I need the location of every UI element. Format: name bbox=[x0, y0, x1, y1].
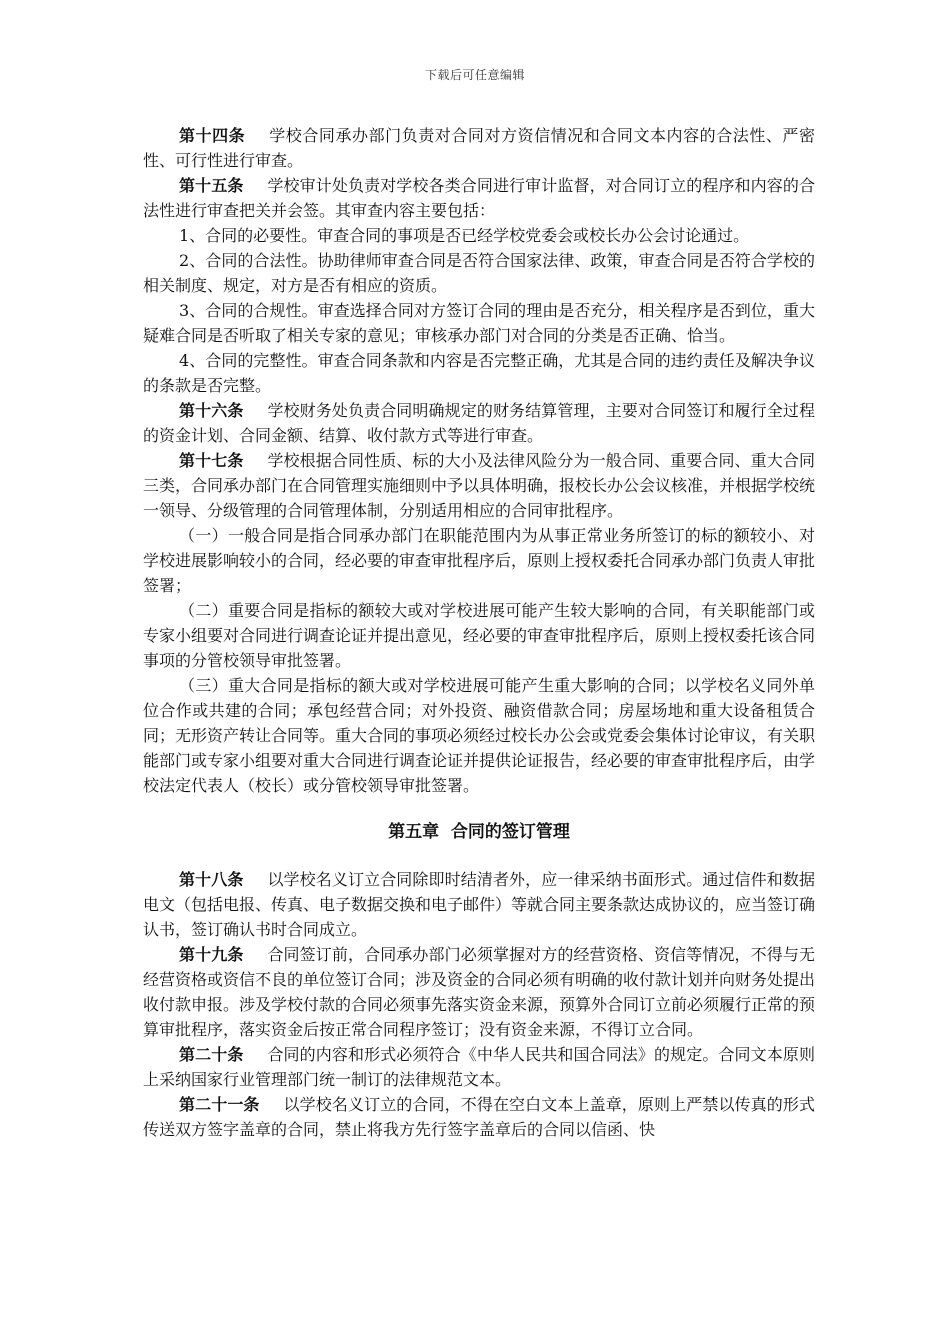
item-text: 4、合同的完整性。审查合同条款和内容是否完整正确，尤其是合同的违约责任及解决争议的条款是否完整。 bbox=[143, 351, 815, 395]
section-before-chapter bbox=[143, 123, 815, 798]
review-item-3 bbox=[143, 298, 815, 348]
article-18 bbox=[143, 867, 815, 942]
review-item-2 bbox=[143, 248, 815, 298]
article-number: 第二十条 bbox=[179, 1045, 244, 1064]
article-number: 第十五条 bbox=[179, 176, 244, 195]
article-19 bbox=[143, 942, 815, 1042]
review-item-1 bbox=[143, 223, 815, 248]
article-17 bbox=[143, 448, 815, 523]
article-number: 第十八条 bbox=[179, 870, 244, 889]
article-text: 以学校名义订立的合同，不得在空白文本上盖章，原则上严禁以传真的形式传送双方签字盖章的合同，禁止将我方先行签字盖章后的合同以信函、快 bbox=[143, 1095, 815, 1139]
article-14 bbox=[143, 123, 815, 173]
article-text: 学校审计处负责对学校各类合同进行审计监督，对合同订立的程序和内容的合法性进行审查把关并会签。其审查内容主要包括： bbox=[143, 176, 815, 220]
document-body bbox=[143, 123, 815, 1142]
article-15 bbox=[143, 173, 815, 223]
item-text: 3、合同的合规性。审查选择合同对方签订合同的理由是否充分，相关程序是否到位，重大疑难合同是否听取了相关专家的意见；审核承办部门对合同的分类是否正确、恰当。 bbox=[143, 301, 815, 345]
article-text: 合同的内容和形式必须符合《中华人民共和国合同法》的规定。合同文本原则上采纳国家行业管理部门统一制订的法律规范文本。 bbox=[143, 1045, 815, 1089]
article-text: 以学校名义订立合同除即时结清者外，应一律采纳书面形式。通过信件和数据电文（包括电报、传真、电子数据交换和电子邮件）等就合同主要条款达成协议的，应当签订确认书，签订确认书时合同成立。 bbox=[143, 870, 816, 939]
chapter-heading: 第五章 合同的签订管理 bbox=[388, 822, 570, 842]
item-text: 1、合同的必要性。审查合同的事项是否已经学校党委会或校长办公会讨论通过。 bbox=[179, 226, 750, 245]
contract-type-important bbox=[143, 598, 815, 673]
item-text: （一）一般合同是指合同承办部门在职能范围内为从事正常业务所签订的标的额较小、对学校进展影响较小的合同，经必要的审查审批程序后，原则上授权委托合同承办部门负责人审批签署； bbox=[143, 526, 816, 595]
article-16 bbox=[143, 398, 815, 448]
section-after-chapter bbox=[143, 867, 815, 1142]
article-number: 第十九条 bbox=[179, 945, 244, 964]
article-20 bbox=[143, 1042, 815, 1092]
item-text: （二）重要合同是指标的额较大或对学校进展可能产生较大影响的合同，有关职能部门或专家小组要对合同进行调查论证并提出意见，经必要的审查审批程序后，原则上授权委托该合同事项的分管校领导审批签署。 bbox=[143, 601, 816, 670]
item-text: 2、合同的合法性。协助律师审查合同是否符合国家法律、政策，审查合同是否符合学校的相关制度、规定，对方是否有相应的资质。 bbox=[143, 251, 815, 295]
article-text: 学校财务处负责合同明确规定的财务结算管理，主要对合同签订和履行全过程的资金计划、合同金额、结算、收付款方式等进行审查。 bbox=[143, 401, 815, 445]
article-21 bbox=[143, 1092, 815, 1142]
review-item-4 bbox=[143, 348, 815, 398]
article-text: 合同签订前，合同承办部门必须掌握对方的经营资格、资信等情况，不得与无经营资格或资信不良的单位签订合同；涉及资金的合同必须有明确的收付款计划并向财务处提出收付款申报。涉及学校付款的合同必须事先落实资金来源，预算外合同订立前必须履行正常的预算审批程序，落实资金后按正常合同程序签订；没有资金来源，不得订立合同。 bbox=[143, 945, 816, 1039]
page-header-note: 下载后可任意编辑 bbox=[424, 68, 525, 82]
article-text: 学校根据合同性质、标的大小及法律风险分为一般合同、重要合同、重大合同三类，合同承办部门在合同管理实施细则中予以具体明确，报校长办公会议核准，并根据学校统一领导、分级管理的合同管理体制，分别适用相应的合同审批程序。 bbox=[143, 451, 816, 520]
article-number: 第十七条 bbox=[179, 451, 244, 470]
article-number: 第十六条 bbox=[179, 401, 244, 420]
article-text: 学校合同承办部门负责对合同对方资信情况和合同文本内容的合法性、严密性、可行性进行审查。 bbox=[143, 126, 815, 170]
article-number: 第二十一条 bbox=[179, 1095, 260, 1114]
article-number: 第十四条 bbox=[179, 126, 246, 145]
item-text: （三）重大合同是指标的额大或对学校进展可能产生重大影响的合同；以学校名义同外单位合作或共建的合同；承包经营合同；对外投资、融资借款合同；房屋场地和重大设备租赁合同；无形资产转让合同等。重大合同的事项必须经过校长办公会或党委会集体讨论审议，有关职能部门或专家小组要对重大合同进行调查论证并提供论证报告，经必要的审查审批程序后，由学校法定代表人（校长）或分管校领导审批签署。 bbox=[143, 676, 816, 795]
contract-type-major bbox=[143, 673, 815, 798]
contract-type-general bbox=[143, 523, 815, 598]
